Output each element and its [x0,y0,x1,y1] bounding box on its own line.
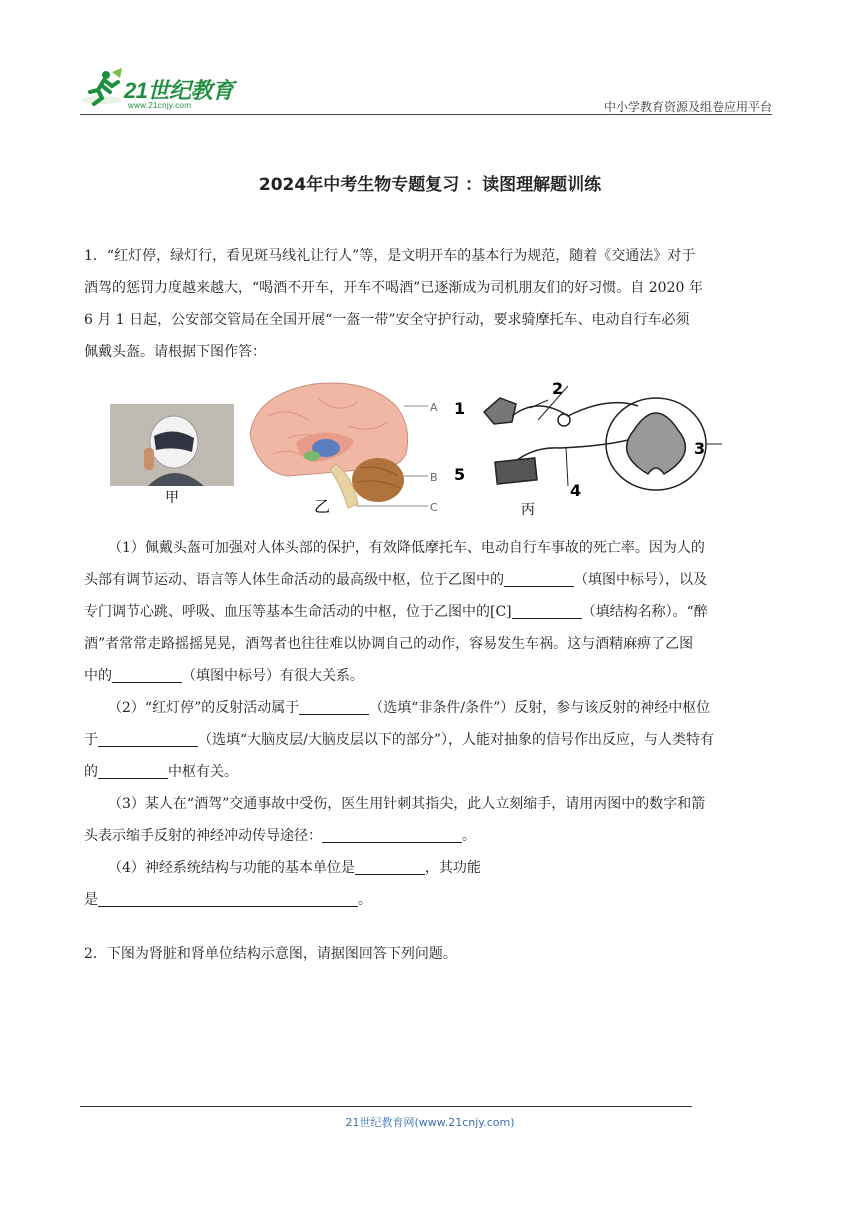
fig-label-4: 4 [570,481,582,500]
text-span: （填图中标号），以及 [574,572,707,588]
text-span: 是 [84,892,98,908]
page-header [80,66,772,114]
q1-intro-line: 佩戴头盔。请根据下图作答： [84,344,266,360]
answer-blank[interactable] [98,888,358,907]
q1-s1-line [84,596,772,628]
q1-s1-line: 酒”者常常走路摇摇晃晃，酒驾者也往往难以协调自己的动作，容易发生车祸。这与酒精麻痹了乙图 [84,636,694,652]
text-span: ，其功能 [424,860,481,876]
text-span: 中枢有关。 [168,764,238,780]
answer-blank[interactable] [322,824,462,843]
footer-divider [80,1106,692,1107]
q1-intro [84,240,772,368]
text-span: 头表示缩手反射的神经冲动传导途径： [84,828,322,844]
helmet-photo [110,404,234,486]
brain-diagram [250,383,428,508]
text-span: （选填“非条件/条件”）反射，参与该反射的神经中枢位 [369,700,711,716]
text-span: （4）神经系统结构与功能的基本单位是 [108,860,355,876]
header-divider [80,114,772,115]
text-span: （2）“红灯停”的反射活动属于 [108,700,300,716]
logo-text: 21世纪教育 [124,78,234,103]
q1-intro-line: 6 月 1 日起，公安部交管局在全国开展“一盔一带”安全守护行动，要求骑摩托车、电动自行车必须 [84,312,690,328]
text-span: 头部有调节运动、语言等人体生命活动的最高级中枢，位于乙图中的 [84,572,504,588]
answer-blank[interactable] [112,664,182,683]
fig-label-2: 2 [552,379,564,398]
fig-label-1: 1 [454,399,466,418]
q1-s4-line [84,852,772,884]
fig-label-A: A [430,401,438,414]
q1-s3-line: （3）某人在“酒驾”交通事故中受伤，医生用针刺其指尖，此人立刻缩手，请用丙图中的数字和箭 [108,796,706,812]
footer-text: 21世纪教育网(www.21cnjy.com) [345,1116,515,1129]
fig-label-3: 3 [694,439,706,458]
q1-s1-line: （1）佩戴头盔可加强对人体头部的保护，有效降低摩托车、电动自行车事故的死亡率。因为人的 [108,540,705,556]
fig-label-5: 5 [454,465,466,484]
q1-figures [108,376,728,524]
q1-s4-line [84,884,772,916]
text-span: 。 [462,828,476,844]
runner-logo-icon [80,68,124,108]
platform-label: 中小学教育资源及组卷应用平台 [603,100,772,114]
answer-blank[interactable] [98,728,198,747]
answer-blank[interactable] [504,568,574,587]
text-span: （填图中标号）有很大关系。 [182,668,364,684]
fig-label-bing: 丙 [521,502,535,518]
reflex-arc-diagram [484,386,722,490]
answer-blank[interactable] [299,696,369,715]
text-span: （填结构名称）。“醉 [581,604,708,620]
q1-s2-line [84,756,772,788]
fig-label-jia: 甲 [165,490,179,506]
text-span: （选填“大脑皮层/大脑皮层以下的部分”），人能对抽象的信号作出反应，与人类特有 [198,732,715,748]
q1-s2-line [84,692,772,724]
q1-subquestions [84,532,772,916]
logo-url: www.21cnjy.com [128,101,192,110]
text-span: 。 [358,892,372,908]
text-span: 的 [84,764,98,780]
text-span: 专门调节心跳、呼吸、血压等基本生命活动的中枢，位于乙图中的[C] [84,604,512,620]
answer-blank[interactable] [512,600,582,619]
text-span: 中的 [84,668,112,684]
figure-svg [108,376,728,524]
q1-s1-line [84,660,772,692]
site-logo [80,66,250,114]
q1-s2-line [84,724,772,756]
answer-blank[interactable] [98,760,168,779]
q1-intro-line: 酒驾的惩罚力度越来越大，“喝酒不开车，开车不喝酒”已逐渐成为司机朋友们的好习惯。自 2020 年 [84,280,703,296]
q2-text: 2．下图为肾脏和肾单位结构示意图，请据图回答下列问题。 [84,946,457,962]
fig-label-B: B [430,471,438,484]
q1-s1-line [84,564,772,596]
fig-label-yi: 乙 [313,497,331,516]
answer-blank[interactable] [355,856,425,875]
text-span: 于 [84,732,98,748]
q1-intro-line: 1．“红灯停，绿灯行，看见斑马线礼让行人”等，是文明开车的基本行为规范，随着《交通法》对于 [84,248,696,264]
page-title: 2024年中考生物专题复习 ：读图理解题训练 [258,175,602,195]
q1-s3-line [84,820,772,852]
fig-label-C: C [430,501,438,514]
